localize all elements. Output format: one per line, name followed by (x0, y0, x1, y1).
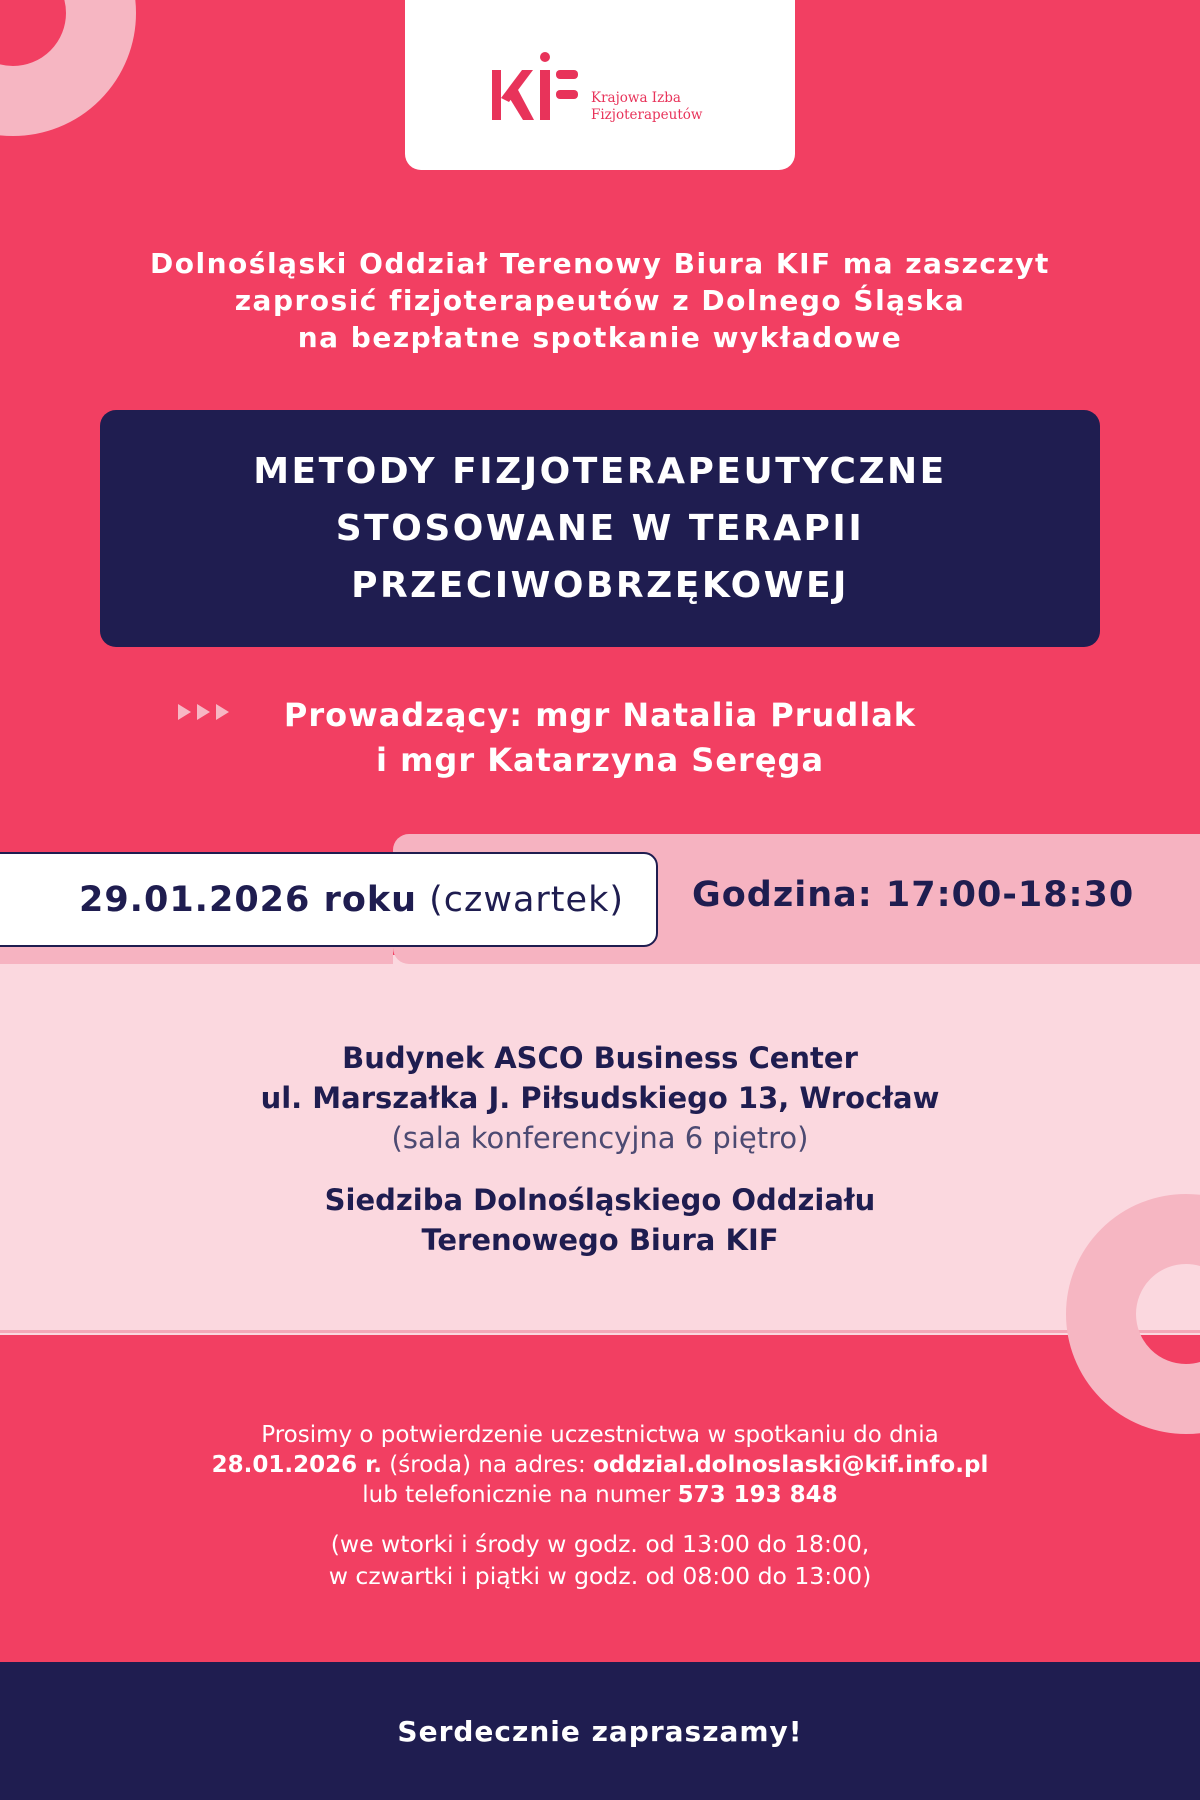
rsvp-phone-prefix: lub telefonicznie na numer (362, 1482, 671, 1508)
event-hour: Godzina: 17:00-18:30 (692, 875, 1135, 915)
office-hours (80, 1528, 1120, 1592)
intro-line-2: zaprosić fizjoterapeutów z Dolnego Śląska (234, 284, 966, 317)
lecturers-line-2: i mgr Katarzyna Seręga (375, 741, 825, 779)
rsvp-line-1: Prosimy o potwierdzenie uczestnictwa w spotkaniu do dnia (261, 1422, 939, 1448)
footer (0, 1662, 1200, 1800)
date-box (0, 852, 658, 947)
logo-line-1: Krajowa Izba (591, 90, 681, 106)
event-day: (czwartek) (429, 879, 624, 920)
lecturers-line-1: Prowadzący: mgr Natalia Prudlak (283, 696, 917, 734)
footer-text: Serdecznie zapraszamy! (397, 1714, 803, 1748)
venue-line-1: Budynek ASCO Business Center (342, 1041, 858, 1075)
rsvp-line-2 (80, 1450, 1120, 1480)
rsvp-info (80, 1420, 1120, 1510)
rsvp-deadline: 28.01.2026 r. (211, 1452, 382, 1478)
title-line-2: STOSOWANE W TERAPII (335, 508, 865, 549)
rsvp-deadline-day: (środa) na adres: (389, 1452, 586, 1478)
divider-line (0, 1330, 1200, 1333)
office-hours-line-2: w czwartki i piątki w godz. od 08:00 do 13:00) (328, 1562, 872, 1590)
lecturers (170, 693, 1030, 783)
decorative-ring-top-left (0, 0, 136, 136)
event-date: 29.01.2026 roku (78, 879, 418, 920)
logo-text (591, 90, 702, 124)
title-line-3: PRZECIWOBRZĘKOWEJ (351, 565, 849, 606)
venue-line-3: (sala konferencyjna 6 piętro) (391, 1121, 809, 1155)
intro-line-1: Dolnośląski Oddział Terenowy Biura KIF ma zaszczyt (150, 247, 1050, 280)
intro-text (100, 245, 1100, 356)
rsvp-line-3 (80, 1480, 1120, 1510)
title-line-1: METODY FIZJOTERAPEUTYCZNE (253, 451, 947, 492)
rsvp-phone[interactable]: 573 193 848 (677, 1482, 838, 1508)
office-hours-line-1: (we wtorki i środy w godz. od 13:00 do 18:00, (330, 1530, 870, 1558)
intro-line-3: na bezpłatne spotkanie wykładowe (297, 321, 903, 354)
venue-line-2: ul. Marszałka J. Piłsudskiego 13, Wrocław (260, 1081, 940, 1115)
logo-card (405, 0, 795, 170)
kif-logo-icon (490, 52, 580, 124)
seat-line-2: Terenowego Biura KIF (421, 1223, 779, 1257)
seat-line-1: Siedziba Dolnośląskiego Oddziału (324, 1183, 876, 1217)
venue-address (100, 1038, 1100, 1158)
logo-line-2: Fizjoterapeutów (591, 107, 703, 123)
lecture-title-box (100, 410, 1100, 647)
rsvp-email-link[interactable]: oddzial.dolnoslaski@kif.info.pl (593, 1452, 989, 1478)
venue-seat (100, 1180, 1100, 1260)
